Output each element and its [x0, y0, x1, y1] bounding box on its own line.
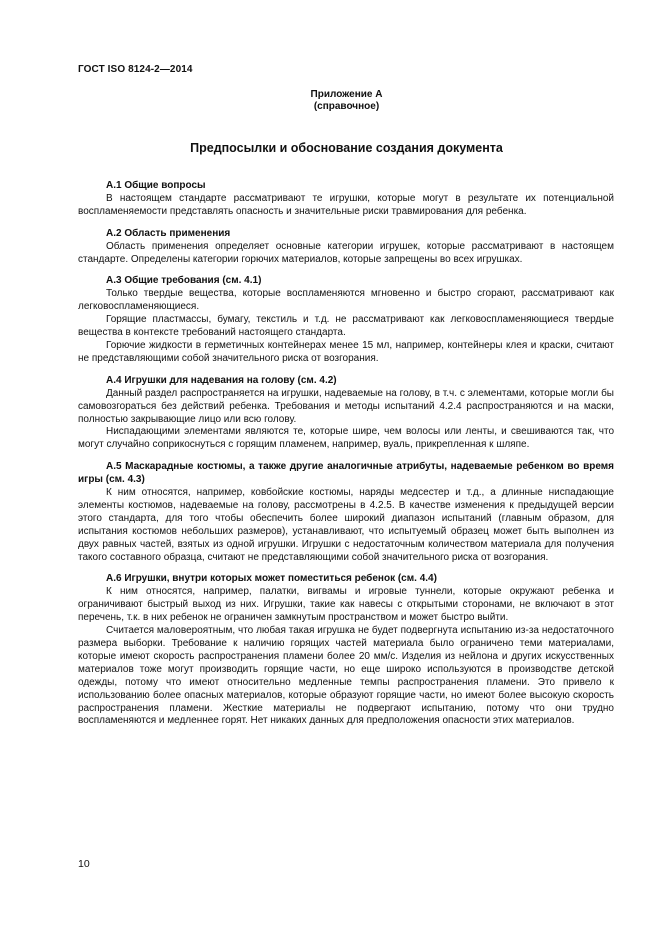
- section-a5: [78, 461, 614, 564]
- page-number: 10: [78, 858, 90, 870]
- section-heading: А.5 Маскарадные костюмы, а также другие аналогичные атрибуты, надеваемые ребенком во время игры (см. 4.3): [78, 461, 614, 486]
- section-a6: [78, 573, 614, 728]
- section-a2: [78, 228, 614, 267]
- paragraph: Только твердые вещества, которые воспламеняются мгновенно и быстро сгорают, рассматривают как легковоспламеняющиеся.: [78, 288, 614, 313]
- document-title: Предпосылки и обоснование создания документа: [190, 141, 503, 155]
- section-heading: А.2 Область применения: [106, 227, 231, 239]
- paragraph: Данный раздел распространяется на игрушки, надеваемые на голову, в т.ч. с элементами, которые могли бы самовозгораться без действий ребенка. Требования и методы испытаний 4.2.4 распространяются и на маски, полностью закрывающие лицо или всю голову.: [78, 387, 614, 425]
- appendix-label: Приложение А: [310, 89, 383, 100]
- paragraph: К ним относятся, например, палатки, вигвамы и игровые туннели, которые окружают ребенка и ограничивают быстрый выход из них. Игрушки, такие как навесы с открытыми сторонами, не включают в этот перечень, т.к. в них ребенок не ограничен замкнутым пространством и может быстро выйти.: [78, 586, 614, 624]
- section-a3: [78, 275, 614, 365]
- section-heading: А.3 Общие требования (см. 4.1): [106, 275, 262, 287]
- section-heading: А.4 Игрушки для надевания на голову (см. 4.2): [106, 374, 337, 386]
- paragraph: Горящие пластмассы, бумагу, текстиль и т.д. не рассматривают как легковоспламеняющиеся твердые вещества в контексте требований настоящего стандарта.: [78, 314, 614, 339]
- paragraph: Считается маловероятным, что любая такая игрушка не будет подвергнута испытанию из-за недостаточного размера выборки. Требование к наличию горящих частей материала было ограничено теми материалами, которые имеют скорость распространения пламени более 20 мм/с. Изделия из нейлона и других искусственных материалов тоже могут производить горящие части, но еще широко используются в производстве детской одежды, потому что имеют относительно медленные темпы распространения пламени. Это привело к использованию более опасных материалов, которые образуют горящие части, но имеют более высокую скорость распространения пламени. Жесткие материалы не подвергают испытанию, потому что они трудно воспламеняются и медленнее горят. Нет никаких данных для предположения опасности этих материалов.: [78, 625, 614, 727]
- section-heading: А.6 Игрушки, внутри которых может поместиться ребенок (см. 4.4): [106, 573, 437, 585]
- section-a1: [78, 180, 614, 219]
- document-body: [78, 180, 614, 737]
- paragraph: Горючие жидкости в герметичных контейнерах менее 15 мл, например, контейнеры клея и краски, считают не представляющими собой значительного риска от возгорания.: [78, 339, 614, 364]
- section-a4: [78, 375, 614, 452]
- standard-code: ГОСТ ISO 8124-2—2014: [78, 64, 193, 75]
- appendix-type: (справочное): [313, 101, 380, 112]
- paragraph: Область применения определяет основные категории игрушек, которые рассматривают в настоящем стандарте. Определены категории горючих материалов, которые запрещены во всех игрушках.: [78, 240, 614, 265]
- section-heading: А.1 Общие вопросы: [106, 180, 206, 191]
- paragraph: В настоящем стандарте рассматривают те игрушки, которые могут в результате их потенциальной воспламеняемости представлять опасность и значительные риски травмирования для ребенка.: [78, 192, 614, 217]
- paragraph: К ним относятся, например, ковбойские костюмы, наряды медсестер и т.д., а длинные ниспадающие элементы костюмов, надеваемые на голову, рассмотрены в 4.2.5. В качестве изменения к предыдущей версии этого стандарта, для того чтобы обеспечить более широкий диапазон испытаний (главным образом, для испытания костюмов небольших размеров), устанавливают, что испытуемый образец может быть выполнен из двух равных частей, взятых из одной игрушки. Игрушки с недостаточным количеством материала для получения такого составного образца, считают не представляющими собой значительного риска от возгорания.: [78, 487, 614, 563]
- paragraph: Ниспадающими элементами являются те, которые шире, чем волосы или ленты, и свешиваются так, что могут случайно соприкоснуться с горящим пламенем, например, вуаль, прикрепленная к шляпе.: [78, 426, 614, 451]
